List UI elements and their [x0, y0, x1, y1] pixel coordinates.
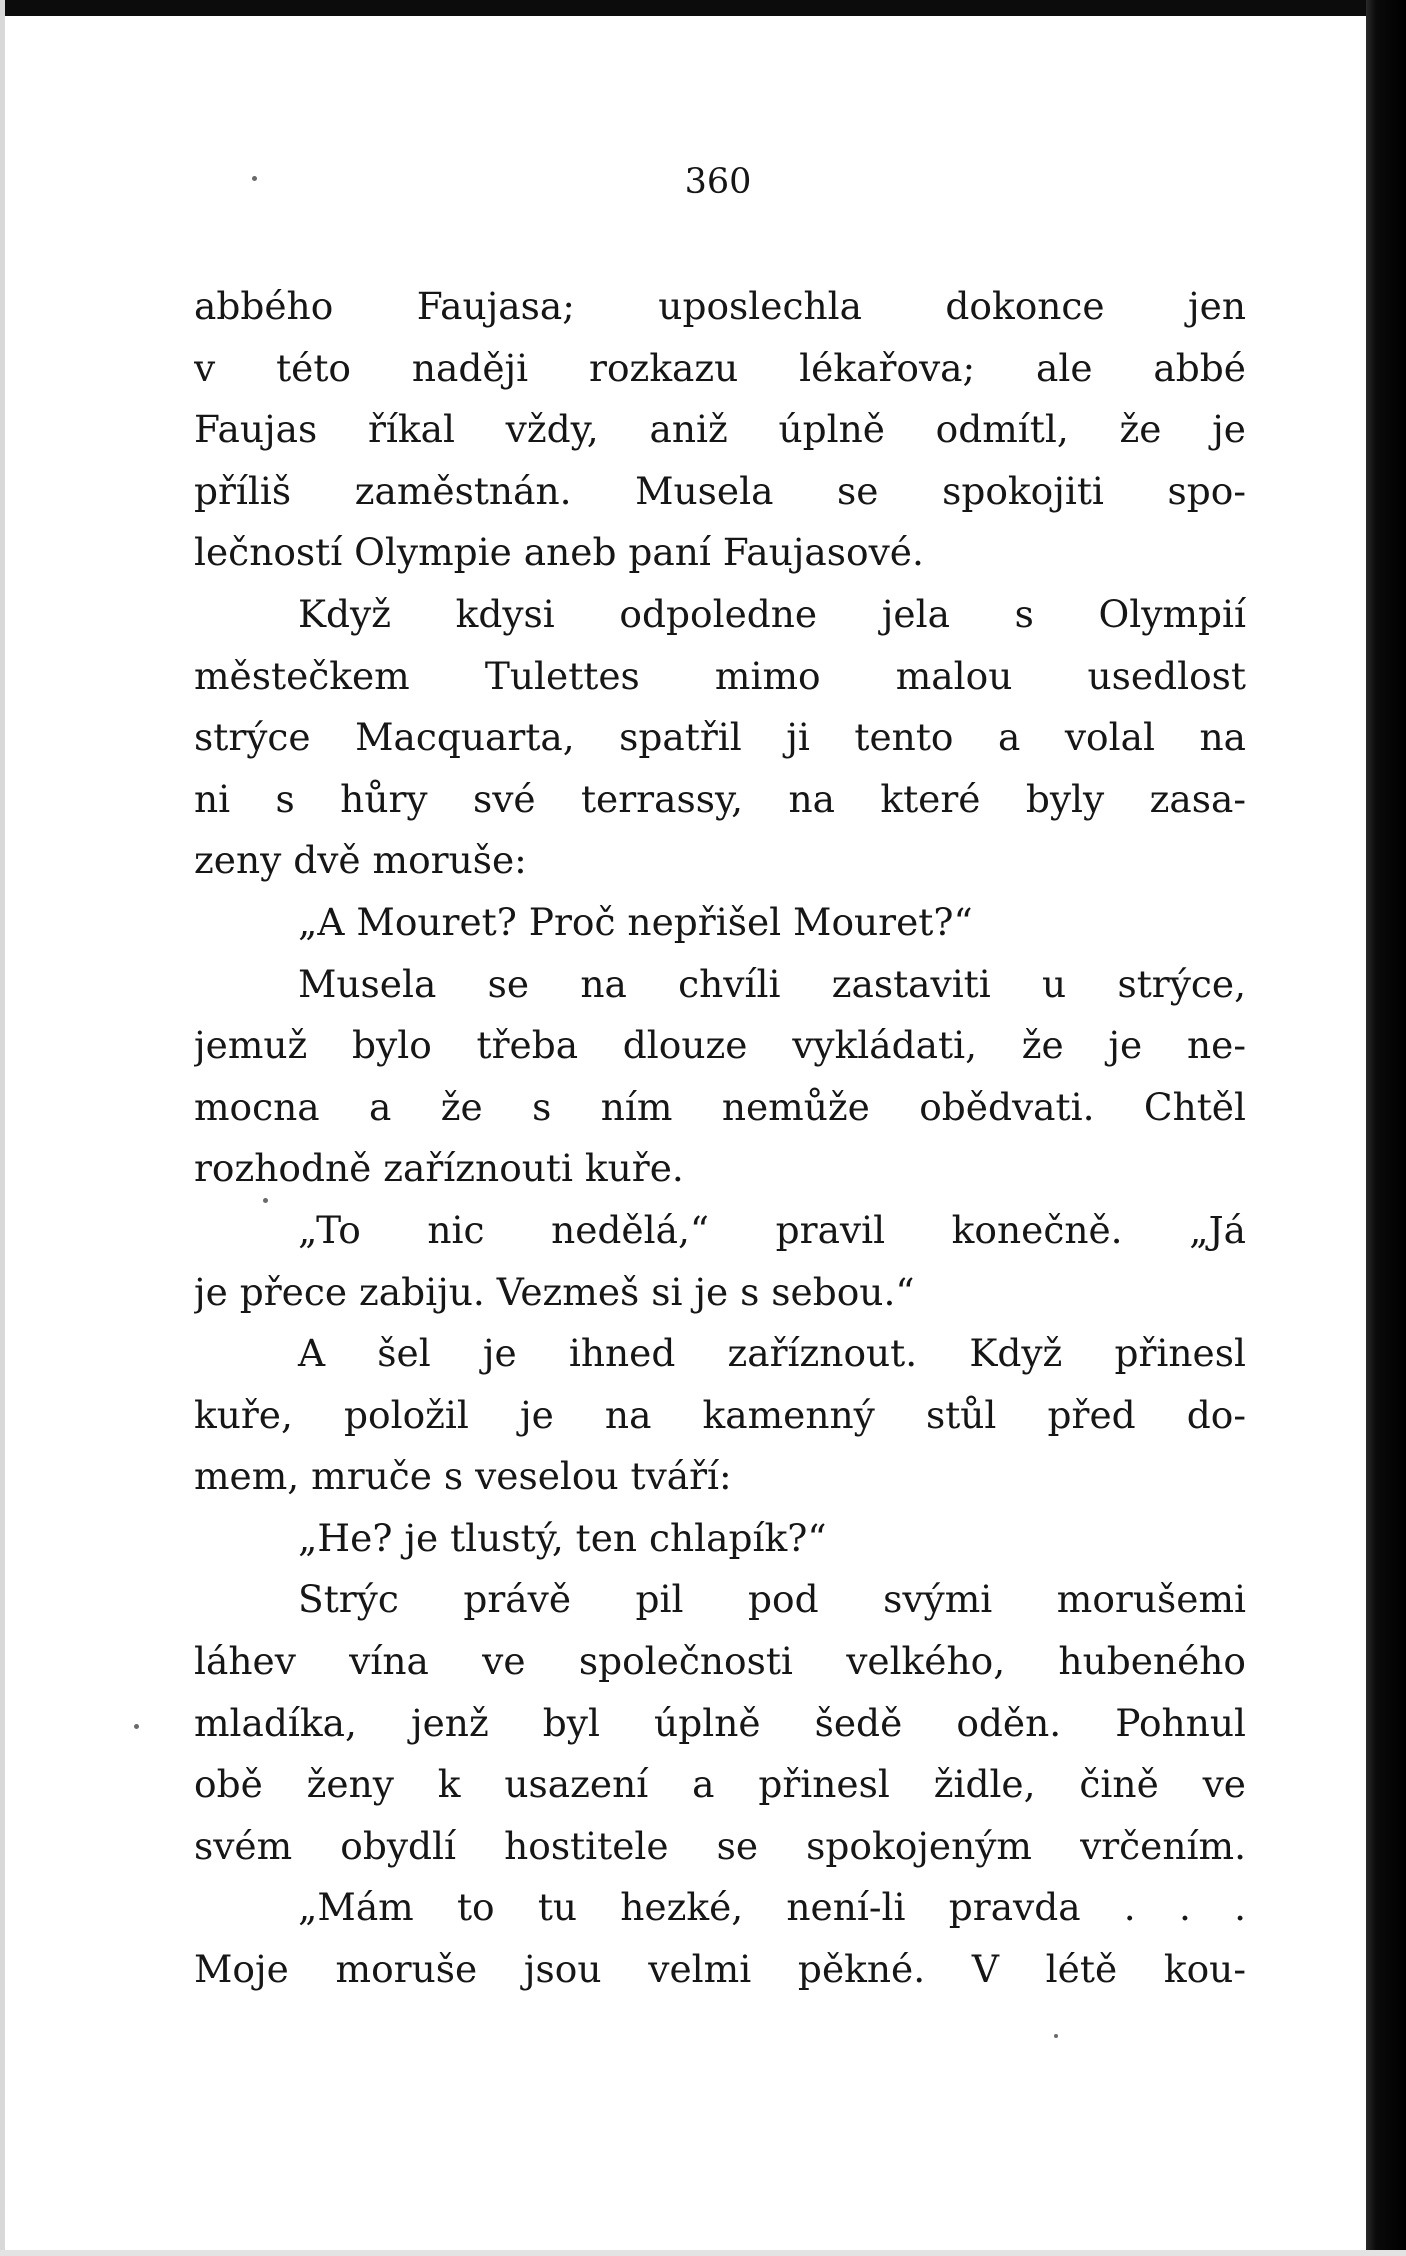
text-line: abbého Faujasa; uposlechla dokonce jen — [194, 284, 1246, 328]
text-line: „Mám to tu hezké, není-li pravda . . . — [298, 1885, 1246, 1930]
text-line: ni s hůry své terrassy, na které byly zasa- — [194, 776, 1246, 821]
text-line: kuře, položil je na kamenný stůl před do- — [194, 1392, 1246, 1437]
text-line: „To nic nedělá,“ pravil konečně. „Já — [298, 1207, 1246, 1252]
text-line: Když kdysi odpoledne jela s Olympií — [298, 591, 1246, 636]
text-line: strýce Macquarta, spatřil ji tento a volal na — [194, 715, 1246, 760]
page-number: 360 — [684, 162, 752, 202]
scan-speck — [134, 1724, 139, 1729]
text-line: Strýc právě pil pod svými morušemi — [298, 1577, 1246, 1622]
text-line: v této naději rozkazu lékařova; ale abbé — [194, 345, 1246, 390]
text-line: „He? je tlustý, ten chlapík?“ — [298, 1515, 827, 1560]
scan-edge-left — [0, 0, 5, 2256]
text-line: láhev vína ve společnosti velkého, hubeného — [194, 1639, 1246, 1684]
text-line: A šel je ihned zaříznout. Když přinesl — [298, 1331, 1246, 1376]
text-line: je přece zabiju. Vezmeš si je s sebou.“ — [194, 1269, 915, 1314]
text-line: rozhodně zaříznouti kuře. — [194, 1146, 684, 1191]
text-line: mem, mruče s veselou tváří: — [194, 1454, 732, 1499]
body-text — [194, 276, 1246, 2001]
scan-edge-bottom — [0, 2250, 1406, 2256]
scan-edge-right — [1366, 0, 1406, 2256]
text-line: zeny dvě moruše: — [194, 838, 527, 883]
text-line: jemuž bylo třeba dlouze vykládati, že je ne- — [194, 1023, 1246, 1068]
text-line: „A Mouret? Proč nepřišel Mouret?“ — [298, 899, 973, 944]
text-line: mladíka, jenž byl úplně šedě oděn. Pohnul — [194, 1700, 1246, 1745]
scan-speck — [1054, 2034, 1058, 2038]
text-line: svém obydlí hostitele se spokojeným vrčením. — [194, 1823, 1246, 1868]
text-line: mocna a že s ním nemůže obědvati. Chtěl — [194, 1084, 1246, 1129]
text-line: lečností Olympie aneb paní Faujasové. — [194, 530, 924, 575]
text-line: Moje moruše jsou velmi pěkné. V létě kou- — [194, 1947, 1246, 1992]
text-line: obě ženy k usazení a přinesl židle, čině ve — [194, 1762, 1246, 1807]
text-line: Musela se na chvíli zastaviti u strýce, — [298, 961, 1246, 1006]
text-line: Faujas říkal vždy, aniž úplně odmítl, že je — [194, 407, 1246, 452]
text-line: příliš zaměstnán. Musela se spokojiti spo- — [194, 468, 1246, 513]
scan-edge-top — [0, 0, 1406, 16]
text-line: městečkem Tulettes mimo malou usedlost — [194, 653, 1246, 698]
